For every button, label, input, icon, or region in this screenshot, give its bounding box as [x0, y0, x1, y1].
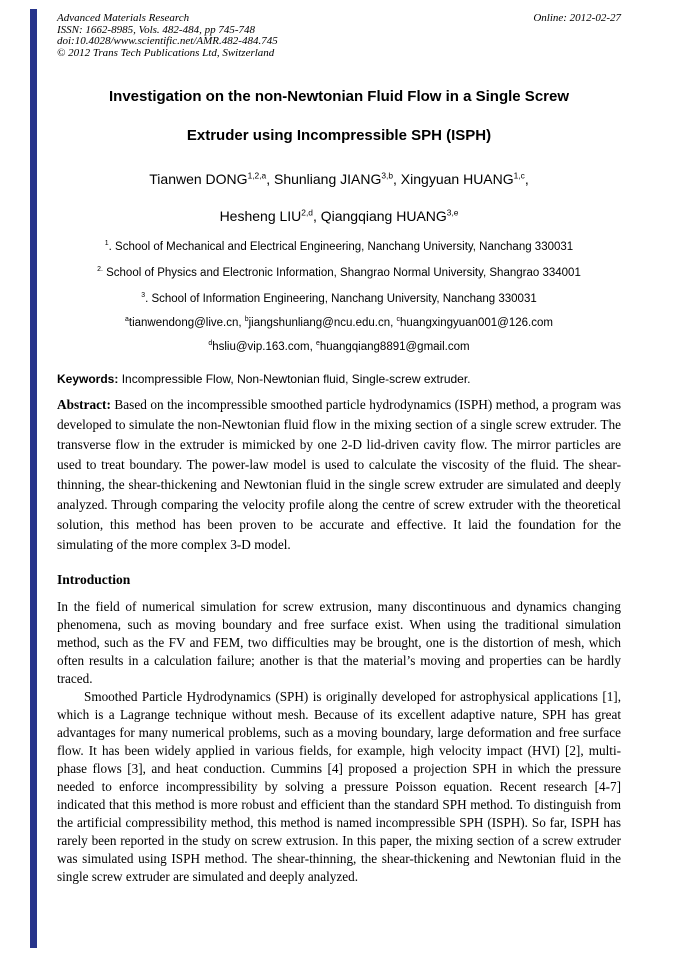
abstract-paragraph — [57, 395, 621, 555]
author-affil-marker: 3,e — [446, 207, 459, 218]
authors-line-1 — [57, 170, 621, 188]
keywords-label: Keywords: — [57, 372, 119, 386]
author-name: , Qiangqiang HUANG — [312, 208, 447, 224]
introduction-paragraph-2: Smoothed Particle Hydrodynamics (SPH) is originally developed for astrophysical applications [1], which is a Lagrange technique without mesh. Because of its excellent adaptive nature, SPH has great advantages for many numerical problems, such as a moving boundary, large deformation and free surface flow. It has been widely applied in various fields, for example, high velocity impact (HVI) [2], multi-phase flows [3], and heat conduction. Cummins [4] proposed a projection SPH in which the pressure needed to enforce incompressibility by solving a pressure Poisson equation. Recent research [4-7] indicated that this method is more robust and efficient than the standard SPH method. To distinguish from the artificial compressibility method, this method is named incompressible SPH (ISPH). So far, ISPH has rarely been reported in the study on screw extrusion. In this paper, the mixing section of a screw extruder was simulated using ISPH method. The shear-thinning, the shear-thickening and Newtonian fluid in the single screw extruder are simulated and deeply analyzed. — [57, 689, 621, 884]
paper-title — [57, 89, 621, 144]
email-marker: a — [125, 316, 129, 324]
emails-line-1 — [57, 317, 621, 330]
affiliation-1 — [57, 241, 621, 254]
author-name: Tianwen DONG — [149, 171, 248, 187]
paper-title-line-1: Investigation on the non-Newtonian Fluid Flow in a Single Screw — [108, 88, 570, 105]
email-marker: c — [396, 316, 400, 324]
email-address: huangxingyuan001@126.com — [399, 317, 553, 329]
journal-header-row — [57, 13, 621, 25]
email-marker: b — [244, 316, 249, 324]
author-name-separator: , — [524, 171, 529, 187]
author-name: , Shunliang JIANG — [266, 171, 382, 187]
keywords-line — [57, 372, 621, 386]
abstract-text: Based on the incompressible smoothed particle hydrodynamics (ISPH) method, a program was developed to simulate the non-Newtonian fluid flow in the mixing section of a single screw extruder. The transverse flow in the extruder is mimicked by one 2-D lid-driven cavity flow. The mirror particles are used to treat boundary. The power-law model is used to calculate the viscosity of the fluid. The shear-thinning, the shear-thickening and Newtonian fluid in the single screw extruder are simulated and deeply analyzed. Through comparing the velocity profile along the centre of screw extruder with the theoretical solution, this method has been proven to be accurate and effective. It laid the foundation for the simulating of the more complex 3-D model. — [57, 397, 621, 552]
affiliation-marker: 2. — [97, 266, 103, 274]
left-blue-stripe — [30, 9, 37, 948]
affiliation-text: School of Physics and Electronic Information, Shangrao Normal University, Shangrao 334001 — [102, 267, 581, 279]
affiliation-text: . School of Information Engineering, Nanchang University, Nanchang 330031 — [145, 293, 537, 305]
issn-line: ISSN: 1662-8985, Vols. 482-484, pp 745-748 — [57, 23, 255, 36]
journal-name: Advanced Materials Research — [57, 12, 190, 24]
paper-title-line-2: Extruder using Incompressible SPH (ISPH) — [186, 127, 492, 144]
author-affil-marker: 2,d — [301, 207, 313, 218]
author-name: Hesheng LIU — [219, 208, 302, 224]
author-affil-marker: 1,c — [513, 170, 525, 181]
affiliation-marker: 1 — [104, 240, 109, 248]
authors-line-2 — [57, 207, 621, 225]
journal-header — [57, 13, 621, 59]
abstract-label: Abstract: — [57, 397, 111, 412]
copyright-line: © 2012 Trans Tech Publications Ltd, Switzerland — [57, 46, 275, 59]
doi-line: doi:10.4028/www.scientific.net/AMR.482-484.745 — [57, 35, 278, 47]
email-address: jiangshunliang@ncu.edu.cn, — [248, 317, 397, 329]
section-heading-introduction: Introduction — [57, 572, 131, 587]
email-address: tianwendong@live.cn, — [128, 317, 245, 329]
email-address: huangqiang8891@gmail.com — [319, 341, 470, 353]
email-address: hsliu@vip.163.com, — [212, 341, 316, 353]
online-date: Online: 2012-02-27 — [533, 12, 621, 24]
author-affil-marker: 1,2,a — [247, 170, 267, 181]
affiliation-2 — [57, 267, 621, 280]
author-name: , Xingyuan HUANG — [393, 171, 514, 187]
page-content — [57, 0, 621, 886]
email-marker: e — [315, 340, 320, 348]
emails-line-2 — [57, 341, 621, 354]
affiliation-3 — [57, 293, 621, 306]
introduction-paragraph-1: In the field of numerical simulation for screw extrusion, many discontinuous and dynamics changing phenomena, such as moving boundary and free surface exist. When using the traditional simulation method, such as the FV and FEM, two difficulties may be brought, one is the distortion of mesh, which often results in a calculation failure; another is that the material’s moving and properties can be hardly traced. — [57, 599, 621, 686]
affiliation-marker: 3 — [141, 292, 146, 300]
keywords-text: Incompressible Flow, Non-Newtonian fluid, Single-screw extruder. — [118, 372, 471, 386]
affiliation-text: . School of Mechanical and Electrical Engineering, Nanchang University, Nanchang 330031 — [108, 241, 574, 253]
author-affil-marker: 3,b — [381, 170, 394, 181]
email-marker: d — [208, 340, 213, 348]
